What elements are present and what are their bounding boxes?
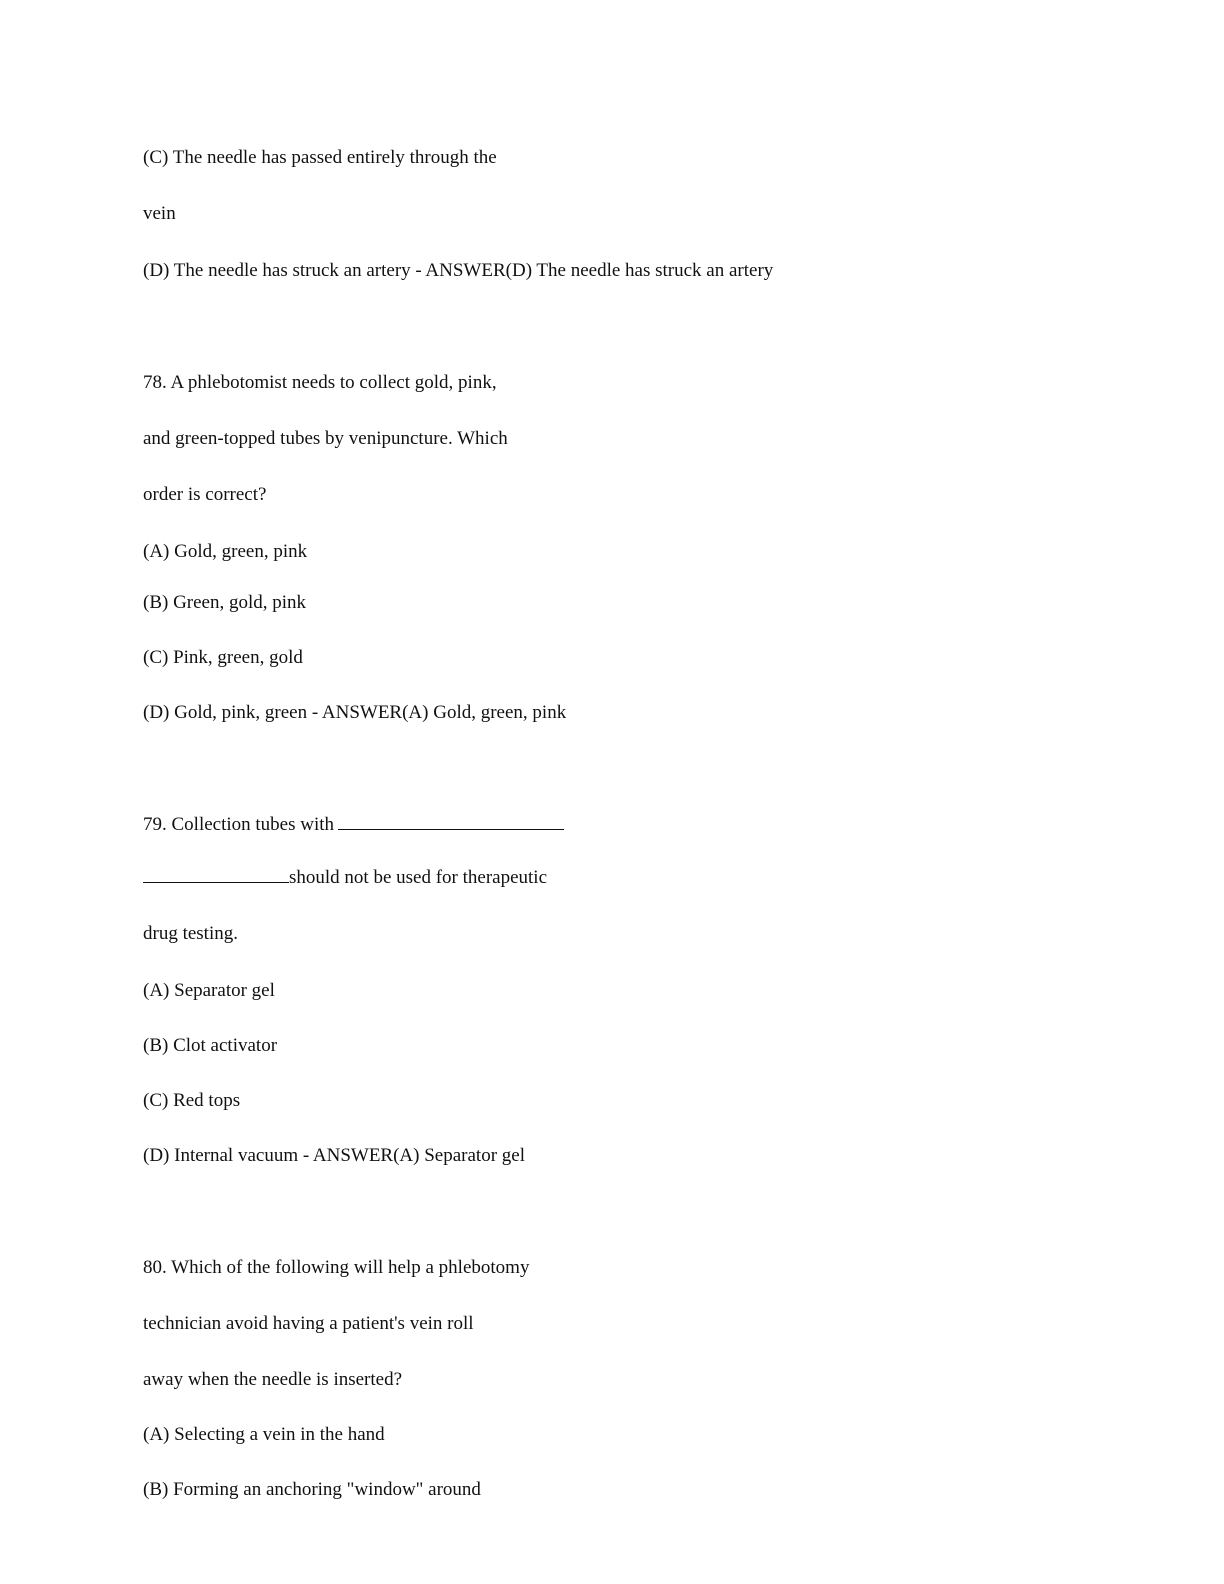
- q78-option-a: (A) Gold, green, pink: [143, 541, 308, 562]
- q78-question-line2: and green-topped tubes by venipuncture. Which: [143, 428, 508, 449]
- fill-in-blank-long: [338, 813, 564, 830]
- q77-option-d: (D) The needle has struck an artery - ANSWER(D) The needle has struck an artery: [143, 260, 774, 281]
- q79-question-line1-text: 79. Collection tubes with: [143, 814, 335, 835]
- q77-option-c-line1: (C) The needle has passed entirely through the: [143, 147, 497, 168]
- q79-question-line2-text: should not be used for therapeutic: [289, 867, 548, 888]
- q78-option-d: (D) Gold, pink, green - ANSWER(A) Gold, green, pink: [143, 702, 567, 723]
- q79-question-line2: [143, 866, 547, 890]
- q78-option-b: (B) Green, gold, pink: [143, 592, 307, 613]
- q79-question-line1: [143, 813, 564, 837]
- q78-question-line3: order is correct?: [143, 484, 267, 505]
- q79-question-line3: drug testing.: [143, 923, 238, 944]
- fill-in-blank-short: [143, 866, 289, 883]
- q79-option-c: (C) Red tops: [143, 1090, 241, 1111]
- q79-option-d: (D) Internal vacuum - ANSWER(A) Separator gel: [143, 1145, 525, 1166]
- q77-option-c-line2: vein: [143, 203, 176, 224]
- q78-question-line1: 78. A phlebotomist needs to collect gold, pink,: [143, 372, 497, 393]
- q80-question-line2: technician avoid having a patient's vein roll: [143, 1313, 474, 1334]
- q80-option-b: (B) Forming an anchoring "window" around: [143, 1479, 481, 1500]
- q80-option-a: (A) Selecting a vein in the hand: [143, 1424, 385, 1445]
- q79-option-a: (A) Separator gel: [143, 980, 275, 1001]
- q78-option-c: (C) Pink, green, gold: [143, 647, 303, 668]
- q79-option-b: (B) Clot activator: [143, 1035, 278, 1056]
- q80-question-line1: 80. Which of the following will help a phlebotomy: [143, 1257, 530, 1278]
- q80-question-line3: away when the needle is inserted?: [143, 1369, 403, 1390]
